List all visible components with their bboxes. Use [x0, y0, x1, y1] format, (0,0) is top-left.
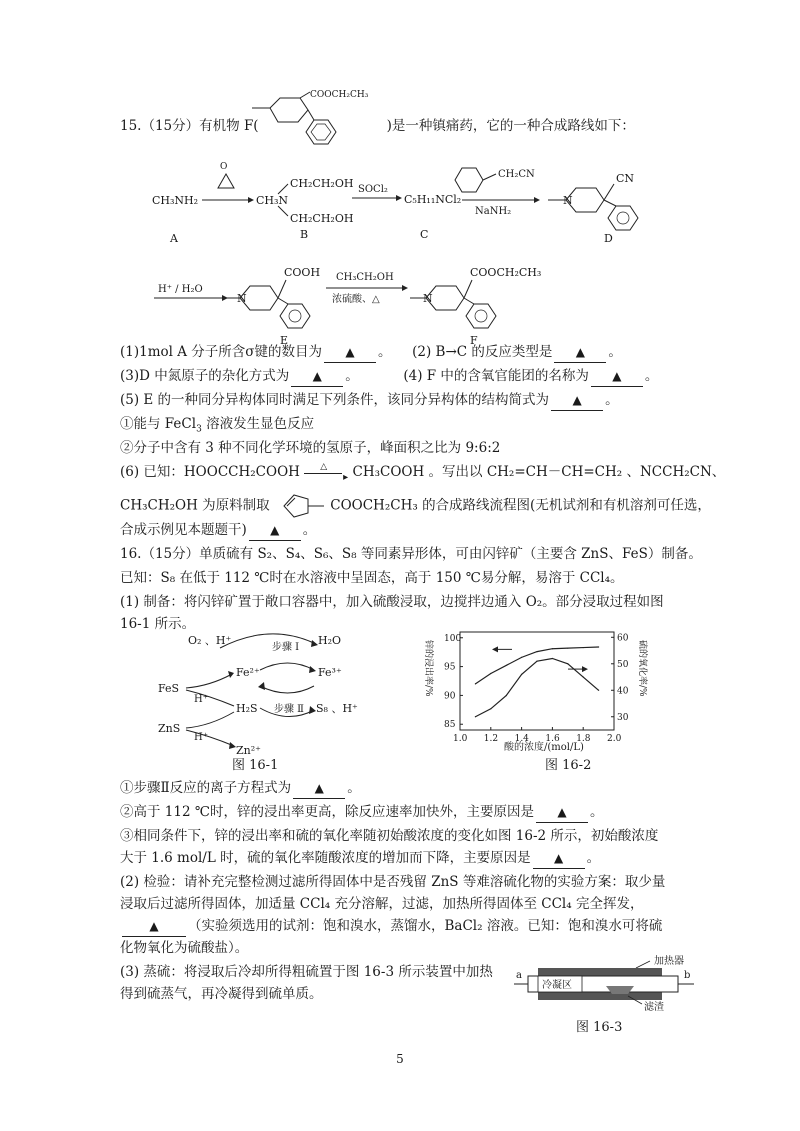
- epoxide-reagent: [218, 174, 234, 188]
- data-point: [490, 673, 491, 674]
- blank-marker-8: ▲: [557, 805, 567, 819]
- blank-marker-2: ▲: [575, 345, 585, 359]
- x-tick-label: 2.0: [607, 734, 622, 744]
- data-point: [475, 683, 476, 684]
- answer-blank-4[interactable]: [591, 366, 643, 387]
- heater-bottom: [538, 992, 662, 1000]
- fig1-o2h: O₂ 、H⁺: [188, 634, 232, 647]
- q16-c3-l2-text: 大于 1.6 mol/L 时，硫的氧化率随酸浓度的增加而下降，主要原因是: [120, 850, 531, 866]
- figure-16-2-chart: [420, 626, 650, 754]
- reaction-scheme-row1: [140, 150, 680, 250]
- blank-marker-4: ▲: [612, 369, 622, 383]
- y-right-tick-label: 40: [617, 686, 629, 697]
- fig3-residue-label: 滤渣: [644, 1002, 664, 1013]
- data-point: [598, 646, 599, 647]
- x-tick-label: 1.6: [545, 734, 560, 744]
- data-point: [475, 716, 476, 717]
- q15-6-line-3: 合成示例见本题题干) ▲ 。: [120, 520, 316, 541]
- q15-5-condition-2: ②分子中含有 3 种不同化学环境的氢原子，峰面积之比为 9:6:2: [120, 440, 501, 456]
- q15-6-mid: CH₃COOH 。写出以 CH₂=CH－CH=CH₂ 、NCCH₂CN、: [352, 464, 726, 480]
- q15-4: (4) F 中的含氧官能团的名称为: [403, 368, 589, 384]
- epoxide-o: O: [220, 162, 228, 172]
- q15-6-arrow: ▸ △: [304, 466, 348, 480]
- compound-b-bottom: CH₂CH₂OH: [290, 212, 354, 225]
- q15-6-l3: 合成示例见本题题干): [120, 522, 247, 538]
- chart-ylabel-right: 硫的氧化率/%: [637, 640, 647, 697]
- compound-d-cn: CN: [616, 172, 635, 185]
- q15-5-c1-pre: ①能与 FeCl: [120, 416, 197, 432]
- fig2-caption: 图 16-2: [545, 758, 592, 773]
- q16-c2: ②高于 112 ℃时，锌的浸出率更高，除反应速率加快外，主要原因是 ▲ 。: [120, 802, 603, 823]
- data-point: [521, 657, 522, 658]
- chart-xlabel: 酸的浓度/(mol/L): [504, 742, 584, 753]
- q16-p2-l3-text: （实验须选用的试剂：饱和溴水，蒸馏水，BaCl₂ 溶液。已知：饱和溴水可将硫: [188, 918, 663, 934]
- q16-part1-line2: 16-1 所示。: [120, 616, 196, 632]
- q15-2: (2) B→C 的反应类型是: [412, 344, 553, 360]
- q16-part2-line2: 浸取后过滤所得固体，加适量 CCl₄ 充分溶解，过滤，加热所得固体至 CCl₄ 完全挥发，: [120, 896, 644, 912]
- y-left-tick-label: 90: [444, 691, 456, 702]
- label-d: D: [604, 232, 613, 245]
- page-number: 5: [396, 1052, 404, 1066]
- fig1-caption: 图 16-1: [232, 758, 279, 773]
- compound-e-n: N: [237, 292, 247, 305]
- q15-6-l2-group: COOCH₂CH₃: [330, 497, 418, 514]
- q15-intro-pre: 15.（15分）有机物 F(: [120, 118, 259, 134]
- q15-6-line-1: [120, 462, 725, 482]
- data-point: [536, 651, 537, 652]
- blank-marker-10: ▲: [149, 919, 159, 933]
- q15-row-2: (3)D 中氮原子的杂化方式为 ▲ 。 (4) F 中的含氧官能团的名称为 ▲ 。: [120, 366, 658, 387]
- reagent-ef-bottom: 浓硫酸、△: [332, 294, 380, 305]
- benzyl-ring: [455, 168, 483, 192]
- label-b: B: [300, 228, 309, 241]
- q15-1: (1)1mol A 分子所含σ键的数目为: [120, 344, 323, 360]
- y-left-tick-label: 95: [444, 662, 456, 673]
- answer-blank-5[interactable]: [551, 390, 603, 411]
- q16-c1: ①步骤Ⅱ反应的离子方程式为 ▲ 。: [120, 778, 361, 799]
- q15-6-arrow-label: △: [320, 461, 328, 472]
- fig1-step1: 步骤 Ⅰ: [272, 642, 300, 653]
- compound-b-top: CH₂CH₂OH: [290, 177, 354, 190]
- q16-part3-line2: 得到硫蒸气，再冷凝得到硫单质。: [120, 986, 323, 1002]
- answer-blank-2[interactable]: [554, 342, 606, 363]
- blank-marker-9: ▲: [553, 851, 564, 865]
- heater-top: [538, 968, 662, 976]
- fig3-cooling-label: 冷凝区: [542, 980, 572, 991]
- data-point: [552, 648, 553, 649]
- q15-6-line-2: [120, 491, 711, 521]
- q16-c3-line2: 大于 1.6 mol/L 时，硫的氧化率随酸浓度的增加而下降，主要原因是 ▲ 。: [120, 848, 600, 869]
- label-f: F: [470, 334, 478, 347]
- data-point: [567, 648, 568, 649]
- left-axis-arrowhead: [492, 646, 498, 652]
- cyclopentene-structure: [274, 491, 326, 521]
- blank-marker-7: ▲: [314, 781, 324, 795]
- q15-5-c1-post: 溶液发生显色反应: [201, 416, 315, 432]
- fig1-h-plus: H⁺: [194, 694, 208, 705]
- fig3-heater-label: 加热器: [654, 956, 684, 967]
- blank-marker-6: ▲: [270, 523, 280, 537]
- q16-c1-text: ①步骤Ⅱ反应的离子方程式为: [120, 780, 292, 796]
- answer-blank-6[interactable]: [249, 520, 301, 541]
- series-line-sulfur-oxidation: [475, 658, 598, 716]
- fig3-b: b: [684, 970, 691, 981]
- data-point: [552, 658, 553, 659]
- q15-3: (3)D 中氮原子的杂化方式为: [120, 368, 290, 384]
- fig3-caption: 图 16-3: [576, 1020, 623, 1035]
- q15-row-3: (5) E 的一种同分异构体同时满足下列条件，该同分异构体的结构简式为 ▲ 。: [120, 390, 619, 411]
- label-c: C: [420, 228, 429, 241]
- data-point: [506, 665, 507, 666]
- fig1-fe3: Fe³⁺: [318, 666, 342, 679]
- q15-5: (5) E 的一种同分异构体同时满足下列条件，该同分异构体的结构简式为: [120, 392, 550, 408]
- data-point: [567, 663, 568, 664]
- x-tick-label: 1.2: [483, 734, 499, 744]
- fig1-h2s: H₂S: [236, 702, 258, 715]
- fig1-zns: ZnS: [158, 722, 181, 735]
- fig3-a: a: [516, 970, 522, 981]
- y-right-tick-label: 50: [617, 659, 629, 670]
- data-point: [598, 690, 599, 691]
- blank-marker-1: ▲: [345, 345, 355, 359]
- y-right-tick-label: 60: [617, 633, 629, 644]
- q16-part2-line3: [120, 916, 662, 937]
- series-line-zinc-leach: [475, 647, 598, 684]
- q16-part2-line1: (2) 检验：请补充完整检测过滤所得固体中是否残留 ZnS 等难溶硫化物的实验方案：取少量: [120, 874, 666, 890]
- title-structure-f: [248, 88, 378, 150]
- q16-part2-line4: 化物氧化为硫酸盐）。: [120, 940, 249, 956]
- fig1-h2o: H₂O: [318, 634, 342, 647]
- answer-blank-1[interactable]: [324, 342, 376, 363]
- q15-6-l2-post: 的合成路线流程图(无机试剂和有机溶剂可任选，: [422, 497, 711, 514]
- q15-5-condition-1: [120, 414, 314, 440]
- compound-f-ester: COOCH₂CH₃: [470, 266, 542, 279]
- reagent-ef-top: CH₃CH₂OH: [336, 272, 394, 283]
- reaction-scheme-row2: [140, 258, 580, 350]
- q16-known: 已知：S₈ 在低于 112 ℃时在水溶液中呈固态，高于 150 ℃易分解，易溶于 CCl₄。: [120, 570, 624, 586]
- q16-c2-text: ②高于 112 ℃时，锌的浸出率更高，除反应速率加快外，主要原因是: [120, 804, 534, 820]
- data-point: [521, 674, 522, 675]
- figure-16-3: [510, 952, 710, 1024]
- compound-a: CH₃NH₂: [152, 194, 199, 207]
- data-point: [506, 695, 507, 696]
- q15-5-c1-sub: 3: [196, 424, 202, 435]
- x-tick-label: 1.0: [453, 734, 468, 744]
- q16-part1-line1: (1) 制备：将闪锌矿置于敞口容器中，加入硫酸浸取，边搅拌边通入 O₂。部分浸取过程如图: [120, 594, 664, 610]
- right-axis-arrowhead: [582, 666, 588, 672]
- blank-marker-3: ▲: [312, 369, 322, 383]
- figure-16-1: [150, 628, 380, 758]
- answer-blank-3[interactable]: [291, 366, 343, 387]
- fig1-zn2: Zn²⁺: [236, 744, 261, 757]
- fig1-fes: FeS: [158, 682, 180, 695]
- reagent-cd-bottom: NaNH₂: [475, 206, 512, 217]
- y-right-tick-label: 30: [617, 712, 629, 723]
- answer-blank-10[interactable]: [122, 916, 186, 937]
- blank-marker-5: ▲: [572, 393, 582, 407]
- chart-ylabel-left: 锌的浸出率/%: [423, 640, 433, 697]
- fig1-step2: 步骤 Ⅱ: [274, 704, 304, 715]
- q16-intro: 16.（15分）单质硫有 S₂、S₄、S₆、S₈ 等同素异形体，可由闪锌矿（主要含 ZnS、FeS）制备。: [120, 546, 702, 562]
- compound-b-n: CH₃N: [256, 194, 289, 207]
- q16-c3-line1: ③相同条件下，锌的浸出率和硫的氧化率随初始酸浓度的变化如图 16-2 所示，初始酸浓度: [120, 828, 659, 844]
- q15-intro-post: )是一种镇痛药，它的一种合成路线如下：: [386, 118, 635, 134]
- q15-6-pre: (6) 已知：HOOCCH₂COOH: [120, 464, 300, 480]
- label-e: E: [280, 334, 289, 347]
- data-point: [583, 647, 584, 648]
- fig1-s8h: S₈ 、H⁺: [316, 702, 358, 715]
- reagent-cd-top: CH₂CN: [498, 169, 535, 180]
- q15-row-1: (1)1mol A 分子所含σ键的数目为 ▲ 。 (2) B→C 的反应类型是 ▲ 。: [120, 342, 622, 363]
- answer-blank-8[interactable]: [536, 802, 588, 823]
- answer-blank-7[interactable]: [293, 778, 345, 799]
- fig1-fe2: Fe²⁺: [236, 666, 260, 679]
- x-tick-label: 1.4: [514, 734, 529, 744]
- y-left-tick-label: 100: [444, 633, 462, 644]
- data-point: [536, 661, 537, 662]
- reagent-de: H⁺ / H₂O: [158, 284, 203, 295]
- reagent-bc: SOCl₂: [358, 184, 388, 195]
- compound-d-n: N: [563, 194, 573, 207]
- label-a: A: [170, 232, 178, 245]
- compound-f-n: N: [423, 292, 433, 305]
- compound-e-cooh: COOH: [284, 266, 321, 279]
- q15-6-l2-pre: CH₃CH₂OH 为原料制取: [120, 497, 270, 514]
- compound-c: C₅H₁₁NCl₂: [404, 193, 462, 206]
- y-left-tick-label: 85: [444, 720, 456, 731]
- data-point: [583, 676, 584, 677]
- q16-part3-line1: (3) 蒸硫：将浸取后冷却所得粗硫置于图 16-3 所示装置中加热: [120, 964, 493, 980]
- title-f-group: COOCH₂CH₃: [310, 90, 369, 100]
- x-tick-label: 1.8: [576, 734, 591, 744]
- fig1-h-plus-2: H⁺: [194, 732, 208, 743]
- data-point: [490, 708, 491, 709]
- answer-blank-9[interactable]: [533, 848, 585, 869]
